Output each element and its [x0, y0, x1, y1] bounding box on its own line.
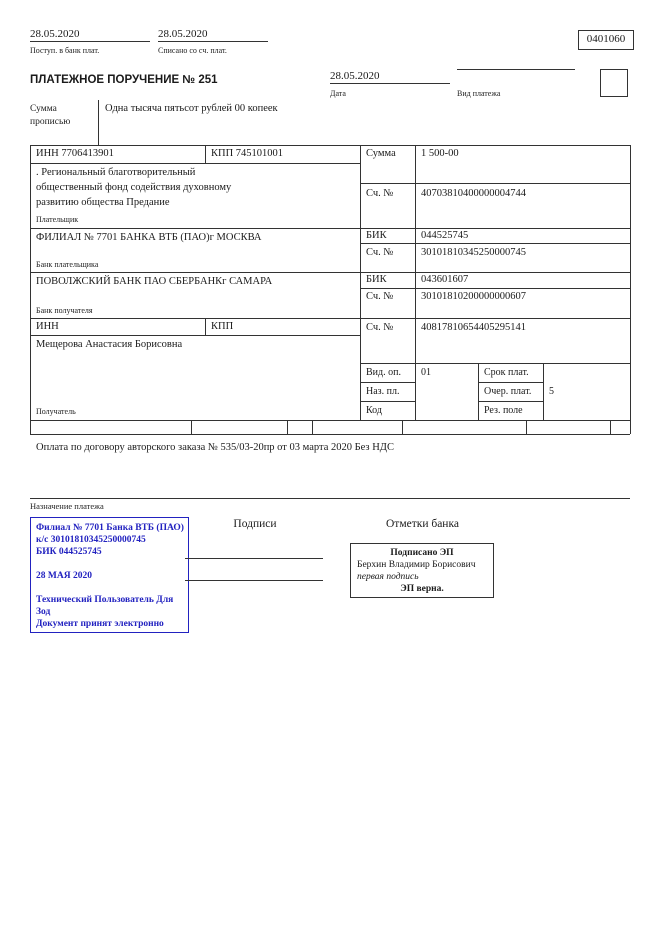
- table-line: [402, 420, 403, 434]
- received-in-bank-label: Поступ. в банк плат.: [30, 46, 100, 55]
- stamp-line: Документ принят электронно: [36, 619, 164, 629]
- payee-bank-account: 30101810200000000607: [421, 291, 526, 302]
- payment-purpose-text: Оплата по договору авторского заказа № 535/03-20пр от 03 марта 2020 Без НДС: [36, 442, 394, 453]
- payee-kpp-label: КПП: [211, 321, 234, 332]
- received-in-bank-date: 28.05.2020: [30, 27, 150, 42]
- table-line: [610, 420, 611, 434]
- debited-from-account-date: 28.05.2020: [158, 27, 268, 42]
- payee-account: 40817810654405295141: [421, 322, 526, 333]
- signature-line: [185, 558, 323, 559]
- reserve-field-label: Рез. поле: [484, 405, 523, 416]
- stamp-date: 28 МАЯ 2020: [36, 571, 92, 581]
- priority-label: Очер. плат.: [484, 386, 532, 397]
- payer-bank-bik-label: БИК: [366, 230, 387, 241]
- table-line: [360, 382, 415, 383]
- esign-name: Берхин Владимир Борисович: [357, 560, 476, 570]
- payer-kpp: КПП 745101001: [211, 148, 284, 159]
- payer-bank-bik: 044525745: [421, 230, 469, 241]
- table-line: [205, 145, 206, 163]
- payment-type-field: [457, 69, 575, 70]
- table-line: [360, 401, 415, 402]
- payee-bank-bik: 043601607: [421, 274, 469, 285]
- payee-bank-account-label: Сч. №: [366, 291, 394, 302]
- table-line: [30, 335, 360, 336]
- table-line: [205, 318, 206, 335]
- table-line: [360, 243, 630, 244]
- payer-status-box: [600, 69, 628, 97]
- table-line: [30, 498, 630, 499]
- payer-inn: ИНН 7706413901: [36, 148, 114, 159]
- payer-account-label: Сч. №: [366, 188, 394, 199]
- table-line: [478, 401, 543, 402]
- document-date: 28.05.2020: [330, 69, 450, 84]
- bank-stamp: [30, 517, 189, 633]
- table-line: [30, 228, 630, 229]
- esign-verified: ЭП верна.: [400, 584, 444, 594]
- stamp-line: Филиал № 7701 Банка ВТБ (ПАО): [36, 523, 184, 533]
- date-label: Дата: [330, 89, 346, 98]
- table-line: [312, 420, 313, 434]
- esign-subtitle: первая подпись: [357, 572, 419, 582]
- payer-account-value: 40703810400000004744: [421, 188, 526, 199]
- table-line: [415, 145, 416, 420]
- payer-name-line: развитию общества Предание: [36, 197, 170, 208]
- stamp-line: Зод: [36, 607, 51, 617]
- table-line: [478, 363, 479, 420]
- payee-inn-label: ИНН: [36, 321, 59, 332]
- payment-type-label: Вид платежа: [457, 89, 501, 98]
- debited-from-account-label: Списано со сч. плат.: [158, 46, 227, 55]
- table-line: [30, 272, 630, 273]
- form-code-box: 0401060: [578, 30, 634, 50]
- esignature-box: [350, 543, 494, 598]
- stamp-spacer: [36, 582, 188, 594]
- table-line: [30, 145, 630, 146]
- payer-bank-name: ФИЛИАЛ № 7701 БАНКА ВТБ (ПАО)г МОСКВА: [36, 232, 262, 243]
- table-line: [630, 145, 631, 434]
- payment-purpose-label: Назначение платежа: [30, 501, 104, 511]
- table-line: [30, 145, 31, 434]
- table-line: [191, 420, 192, 434]
- payer-name-line: общественный фонд содействия духовному: [36, 182, 232, 193]
- bank-marks-label: Отметки банка: [386, 518, 459, 530]
- code-label: Код: [366, 405, 382, 416]
- purpose-code-label: Наз. пл.: [366, 386, 400, 397]
- stamp-line: к/с 30101810345250000745: [36, 535, 146, 545]
- op-type-value: 01: [421, 367, 431, 378]
- table-line: [30, 318, 630, 319]
- table-line: [360, 183, 630, 184]
- sum-label: Сумма: [366, 148, 396, 159]
- sum-value: 1 500-00: [421, 148, 459, 159]
- payment-term-label: Срок плат.: [484, 367, 529, 378]
- table-line: [543, 363, 544, 420]
- table-line: [526, 420, 527, 434]
- payer-name-line: . Региональный благотворительный: [36, 167, 196, 178]
- priority-value: 5: [549, 386, 554, 397]
- payer-label: Плательщик: [36, 215, 79, 224]
- signature-line: [185, 580, 323, 581]
- payee-account-label: Сч. №: [366, 322, 394, 333]
- stamp-line: Технический Пользователь Для: [36, 595, 174, 605]
- table-line: [478, 382, 543, 383]
- amount-words-value: Одна тысяча пятьсот рублей 00 копеек: [105, 103, 278, 114]
- signatures-label: Подписи: [233, 518, 277, 530]
- table-line: [30, 434, 630, 435]
- table-line: [30, 420, 630, 421]
- payee-bank-bik-label: БИК: [366, 274, 387, 285]
- stamp-line: БИК 044525745: [36, 547, 102, 557]
- table-line: [30, 163, 360, 164]
- esign-title: Подписано ЭП: [390, 548, 454, 558]
- payee-name: Мещерова Анастасия Борисовна: [36, 339, 183, 350]
- payee-bank-name: ПОВОЛЖСКИЙ БАНК ПАО СБЕРБАНКг САМАРА: [36, 276, 273, 287]
- table-line: [360, 288, 630, 289]
- table-line: [360, 363, 630, 364]
- payee-label: Получатель: [36, 407, 76, 416]
- document-title: ПЛАТЕЖНОЕ ПОРУЧЕНИЕ № 251: [30, 74, 218, 86]
- divider: [98, 100, 99, 145]
- payee-bank-label: Банк получателя: [36, 306, 93, 315]
- payer-bank-account: 30101810345250000745: [421, 247, 526, 258]
- payer-bank-label: Банк плательщика: [36, 260, 99, 269]
- payer-bank-account-label: Сч. №: [366, 247, 394, 258]
- op-type-label: Вид. оп.: [366, 367, 401, 378]
- stamp-spacer: [36, 558, 188, 570]
- table-line: [287, 420, 288, 434]
- amount-words-label: Сумма прописью: [30, 104, 71, 127]
- table-line: [360, 145, 361, 420]
